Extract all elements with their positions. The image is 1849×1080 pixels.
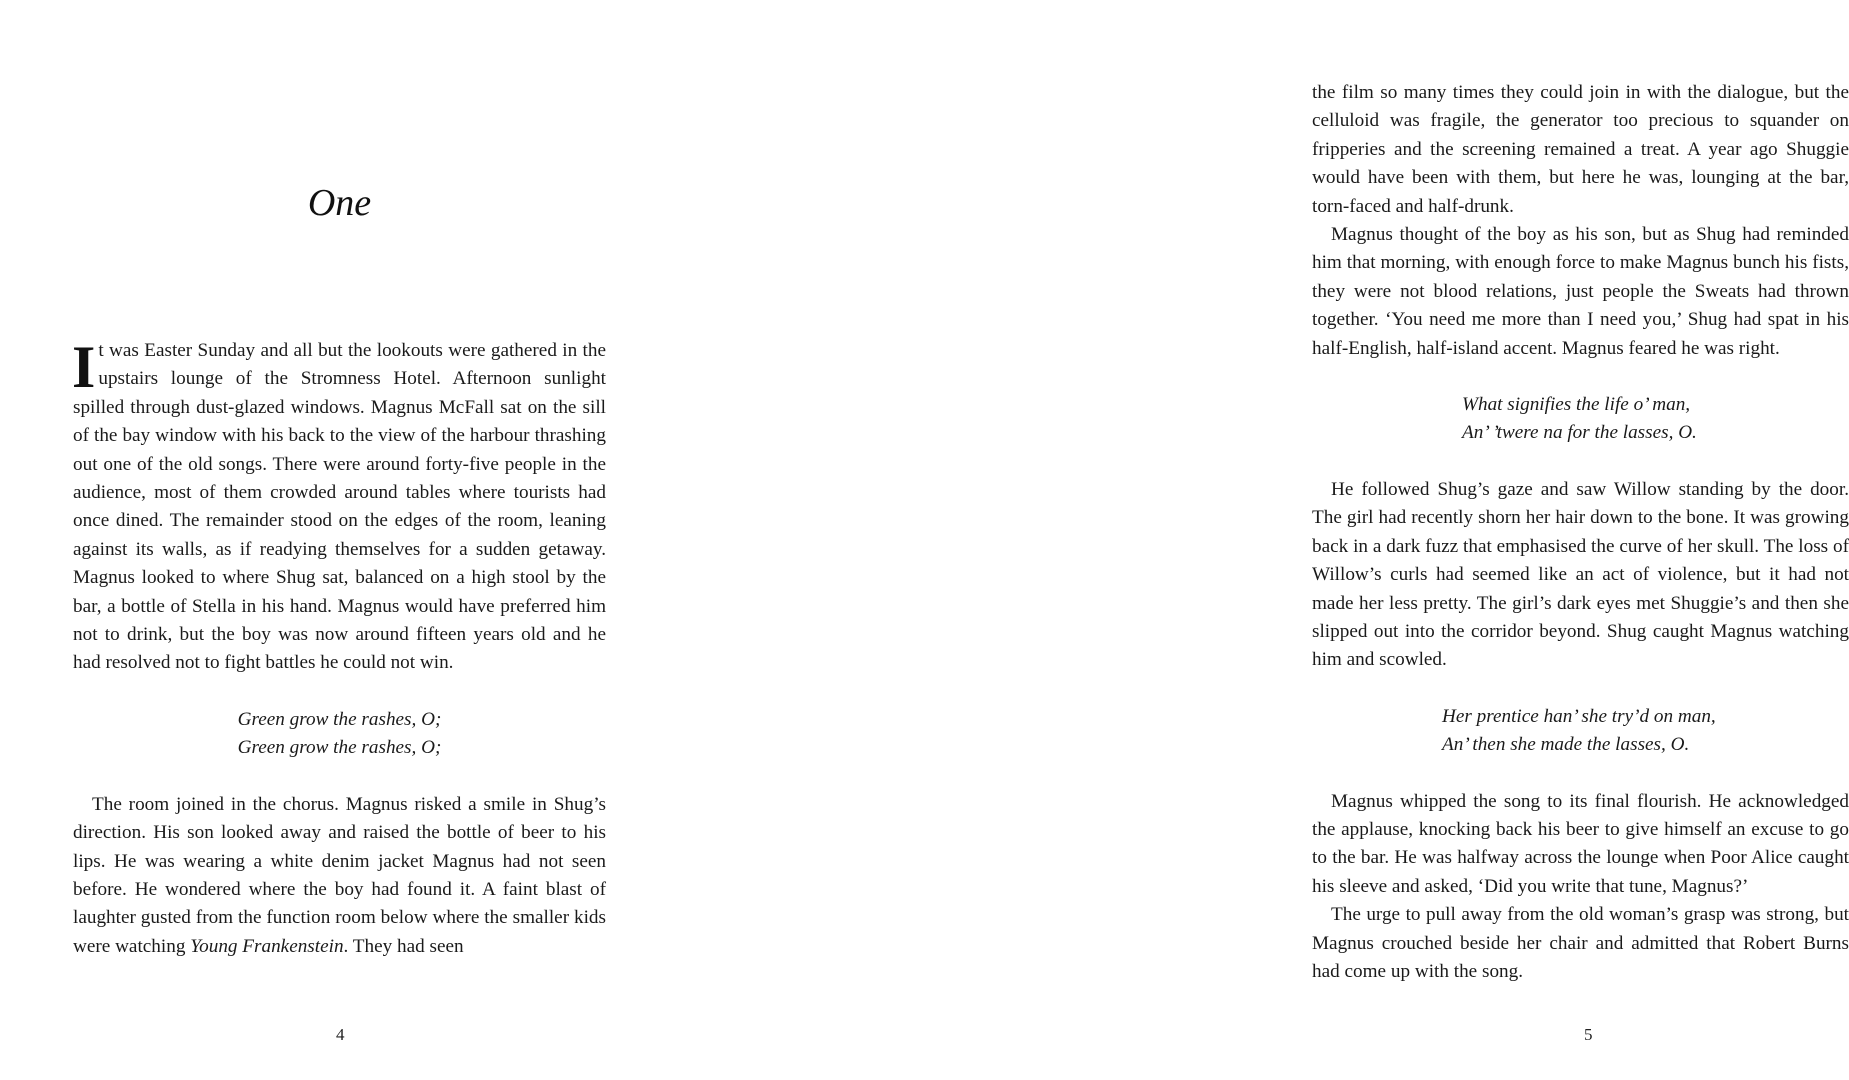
verse-stanza-3	[1312, 703, 1849, 760]
verse-line: Green grow the rashes, O;	[237, 708, 442, 730]
verse-line: What signifies the life o’ man,	[1462, 394, 1691, 416]
chapter-title: One	[307, 182, 372, 224]
verse-stanza-2	[1312, 391, 1849, 448]
paragraph: Magnus thought of the boy as his son, but as Shug had reminded him that morning, with enough force to make Magnus bunch his fists, they were not blood relations, just people the Sweats had thrown together. ‘You need me more than I need you,’ Shug had spat in his half-English, half-island accent. Magnus feared he was right.	[1312, 224, 1849, 359]
paragraph: The urge to pull away from the old woman’s grasp was strong, but Magnus crouched beside her chair and admitted that Robert Burns had come up with the song.	[1312, 904, 1849, 982]
paragraph: He followed Shug’s gaze and saw Willow standing by the door. The girl had recently shorn her hair down to the bone. It was growing back in a dark fuzz that emphasised the curve of her skull. The loss of Willow’s curls had seemed like an act of violence, but it had not made her less pretty. The girl’s dark eyes met Shuggie’s and then she slipped out into the corridor beyond. Shug caught Magnus watching him and scowled.	[1312, 478, 1849, 671]
paragraph: Magnus whipped the song to its final flourish. He acknowledged the applause, knocking back his beer to give himself an excuse to go to the bar. He was halfway across the lounge when Poor Alice caught his sleeve and asked, ‘Did you write that tune, Magnus?’	[1312, 790, 1849, 897]
verse-line: Her prentice han’ she try’d on man,	[1442, 705, 1716, 727]
paragraph-text: . They had seen	[343, 935, 464, 957]
drop-cap: I	[72, 334, 96, 400]
paragraph-opening	[72, 334, 606, 678]
paragraph-opening-text: t was Easter Sunday and all but the lookouts were gathered in the upstairs lounge of the Stromness Hotel. Afternoon sunlight spilled through dust-glazed windows. Magnus McFall sat on the sill of the bay window with his back to the view of the harbour thrashing out one of the old songs. There were around forty-five people in the audience, most of them crowded around tables where tourists had once dined. The remainder stood on the edges of the room, leaning against its walls, as if readying themselves for a sudden getaway. Magnus looked to where Shug sat, balanced on a high stool by the bar, a bottle of Stella in his hand. Magnus would have preferred him not to drink, but the boy was now around fifteen years old and he had resolved not to fight battles he could not win.	[73, 340, 606, 674]
page-number-left: 4	[336, 1025, 345, 1044]
right-page	[636, 0, 1849, 1080]
left-page-body	[72, 334, 606, 961]
paragraph-continued: the film so many times they could join in with the dialogue, but the celluloid was fragile, the generator too precious to squander on fripperies and the screening remained a treat. A year ago Shuggie would have been with them, but here he was, lounging at the bar, torn-faced and half-drunk.	[1312, 82, 1849, 217]
paragraph	[73, 791, 606, 961]
paragraph-text: The room joined in the chorus. Magnus risked a smile in Shug’s direction. His son looked away and raised the bottle of beer to his lips. He was wearing a white denim jacket Magnus had not seen before. He wondered where the boy had found it. A faint blast of laughter gusted from the function room below where the smaller kids were watching	[73, 793, 606, 957]
right-page-body	[1312, 79, 1849, 986]
film-title: Young Frankenstein	[190, 935, 344, 957]
verse-line: An’ ’twere na for the lasses, O.	[1462, 422, 1697, 444]
verse-line: An’ then she made the lasses, O.	[1442, 734, 1690, 756]
verse-stanza-1	[73, 706, 606, 763]
left-page	[0, 0, 635, 1080]
page-number-right: 5	[1584, 1025, 1593, 1044]
verse-line: Green grow the rashes, O;	[237, 737, 442, 759]
